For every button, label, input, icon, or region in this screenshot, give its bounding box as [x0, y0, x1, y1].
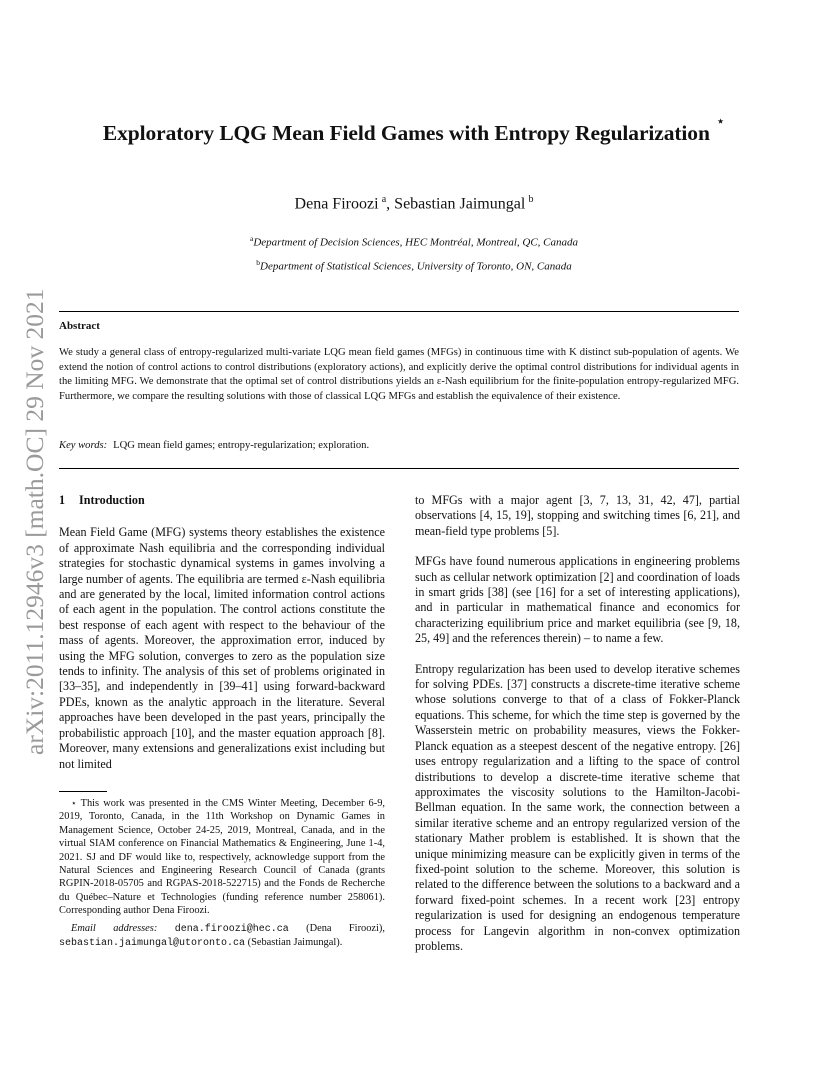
affiliation-a	[0, 234, 828, 249]
author-line	[0, 194, 828, 213]
right-paragraph-1: to MFGs with a major agent [3, 7, 13, 31, 42, 47], partial observations [4, 15, 19], stopping and switching times [6, 21], and mean-field type problems [5].	[415, 493, 740, 538]
abstract-bottom-rule	[59, 468, 739, 469]
arxiv-stamp: arXiv:2011.12946v3 [math.OC] 29 Nov 2021	[20, 288, 49, 755]
email-1-owner: (Dena Firoozi),	[306, 922, 385, 934]
affiliation-a-mark: a	[250, 234, 254, 243]
footnote-text: This work was presented in the CMS Winter Meeting, December 6-9, 2019, Toronto, Canada, in the 11th Workshop on Dynamic Games in Management Science, October 24-25, 2019, Montreal, Canada, and in the virtual SIAM conference on Financial Mathematics & Engineering, June 1-4, 2021. SJ and DF would like to, respectively, acknowledge support from the Natural Sciences and Engineering Research Council of Canada (grants RGPIN-2018-05705 and RGPAS-2018-522715) and the Fonds de Recherche du Québec–Nature et Technologies (funding reference number 258061). Corresponding author Dena Firoozi.	[59, 798, 385, 917]
section-heading	[59, 493, 385, 508]
left-paragraph-1: Mean Field Game (MFG) systems theory establishes the existence of approximate Nash equilibria and the corresponding individual strategies for stochastic dynamical systems in games involving a large number of agents. The equilibria are termed ε-Nash equilibria and are generated by the local, limited information control actions of each agent in the population. The control actions constitute the best response of each agent with respect to the behaviour of the mass of agents. Moreover, the approximation error, induced by using the MFG solution, converges to zero as the population size tends to infinity. The analysis of this set of problems originated in [33–35], and independently in [39–41] using forward-backward PDEs, known as the analytic approach in the literature. Several approaches have been developed in the past years, principally the probabilistic approach [10], and the master equation approach [8]. Moreover, many extensions and generalizations exist including but not limited	[59, 525, 385, 771]
section-number: 1	[59, 493, 66, 507]
left-column	[59, 493, 385, 772]
right-column	[415, 493, 740, 954]
email-link-1[interactable]: dena.firoozi@hec.ca	[174, 923, 289, 935]
affiliation-a-text: Department of Decision Sciences, HEC Montréal, Montreal, QC, Canada	[253, 236, 578, 249]
footnote-rule	[59, 791, 107, 792]
paper-title-text: Exploratory LQG Mean Field Games with Entropy Regularization	[102, 121, 710, 146]
author-1-name: Dena Firoozi	[294, 195, 379, 213]
email-link-2[interactable]: sebastian.jaimungal@utoronto.ca	[59, 938, 246, 950]
author-2-affil-mark: b	[528, 194, 534, 205]
keywords-label: Key words:	[59, 440, 108, 451]
abstract-heading: Abstract	[59, 320, 100, 332]
author-separator: ,	[386, 195, 395, 213]
keywords	[59, 440, 369, 451]
keywords-text: LQG mean field games; entropy-regularization; exploration.	[113, 440, 370, 451]
email-2-owner: (Sebastian Jaimungal).	[247, 937, 343, 949]
paper-title	[0, 114, 828, 146]
footnote-emails	[59, 922, 385, 951]
author-1-affil-mark: a	[381, 194, 387, 205]
affiliation-b	[0, 258, 828, 273]
right-paragraph-2: MFGs have found numerous applications in engineering problems such as cellular network optimization [2] and coordination of loads in smart grids [38] (see [16] for a set of interesting applications), and in particular in mathematical finance and economics for characterizing equilibrium price and market equilibria (see [9, 18, 25, 49] and the references therein) – to name a few.	[415, 554, 740, 646]
footnote	[59, 797, 385, 950]
email-label: Email addresses:	[71, 922, 158, 934]
author-2-name: Sebastian Jaimungal	[394, 195, 526, 213]
affiliation-b-mark: b	[256, 258, 260, 267]
title-footnote-mark: ⋆	[715, 114, 726, 130]
footnote-funding	[59, 797, 385, 918]
section-title: Introduction	[79, 493, 145, 507]
footnote-mark: ⋆	[71, 798, 77, 808]
abstract-text: We study a general class of entropy-regularized multi-variate LQG mean field games (MFGs) in continuous time with K distinct sub-population of agents. We extend the notion of control actions to control distributions (exploratory actions), and explicitly derive the optimal control distributions for individual agents in the limiting MFG. We demonstrate that the optimal set of control distributions yields an ε-Nash equilibrium for the finite-population entropy-regularized MFG. Furthermore, we compare the resulting solutions with those of classical LQG MFGs and establish the equivalence of their existence.	[59, 347, 739, 402]
abstract-top-rule	[59, 311, 739, 312]
affiliation-b-text: Department of Statistical Sciences, University of Toronto, ON, Canada	[260, 260, 572, 273]
right-paragraph-3: Entropy regularization has been used to develop iterative schemes for solving PDEs. [37] constructs a discrete-time iterative scheme whose solutions converge to that of a class of Fokker-Planck equations. This scheme, for which the time step is governed by the Wasserstein metric on probability measures, views the Fokker-Planck equation as a steepest descent of the negative entropy. [26] uses entropy regularization and a lifting to the space of control distributions to develop a discrete-time iterative scheme that approximates the viscosity solutions to the Hamilton-Jacobi-Bellman equation. In the same work, the connection between a similar iterative scheme and an entropy regularized version of the stationary Mather problem is established. It is shown that the unique minimizing measure can be explicitly given in terms of the fixed-point solution to the scheme. Moreover, this solution is related to the difference between the solutions to a backward and a forward fixed-point schemes. In a recent work [23] entropy regularization is used for designing an endogenous temperature process for Langevin algorithm in non-convex optimization problems.	[415, 661, 740, 953]
